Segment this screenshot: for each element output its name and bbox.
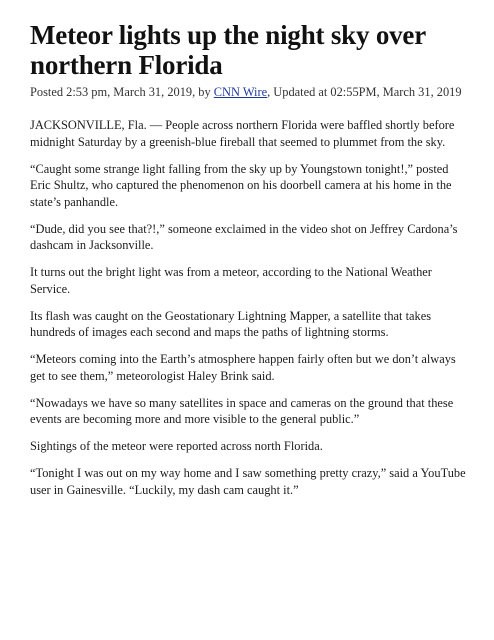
article-page [30,20,470,509]
article-paragraph: Sightings of the meteor were reported across north Florida. [30,439,323,453]
article-paragraph: It turns out the bright light was from a meteor, according to the National Weather Service. [30,265,432,296]
byline-posted: Posted 2:53 pm, March 31, 2019, by [30,85,214,99]
article-paragraph: “Caught some strange light falling from the sky up by Youngstown tonight!,” posted Eric Shultz, who captured the phenomenon on his doorbell camera at his home in the state’s panhandle. [30,161,452,209]
article-headline: Meteor lights up the night sky over northern Florida [30,20,426,80]
article-paragraph: “Tonight I was out on my way home and I saw something pretty crazy,” said a YouTube user in Gainesville. “Luckily, my dash cam caught it.” [30,466,466,497]
author-link[interactable]: CNN Wire [213,85,268,99]
article-paragraph: “Nowadays we have so many satellites in space and cameras on the ground that these events are becoming more and more visible to the general public.” [30,395,454,426]
article-paragraph: Its flash was caught on the Geostationary Lightning Mapper, a satellite that takes hundreds of images each second and maps the paths of lightning storms. [30,308,432,339]
article-paragraph: “Dude, did you see that?!,” someone exclaimed in the video shot on Jeffrey Cardona’s dashcam in Jacksonville. [30,221,458,252]
byline-updated: , Updated at 02:55PM, March 31, 2019 [267,85,462,99]
article-paragraph: “Meteors coming into the Earth’s atmosphere happen fairly often but we don’t always get to see them,” meteorologist Haley Brink said. [30,352,456,383]
article-body [30,117,470,498]
article-paragraph: JACKSONVILLE, Fla. — People across northern Florida were baffled shortly before midnight Saturday by a greenish-blue fireball that seemed to plummet from the sky. [30,118,455,149]
article-byline [30,84,470,101]
